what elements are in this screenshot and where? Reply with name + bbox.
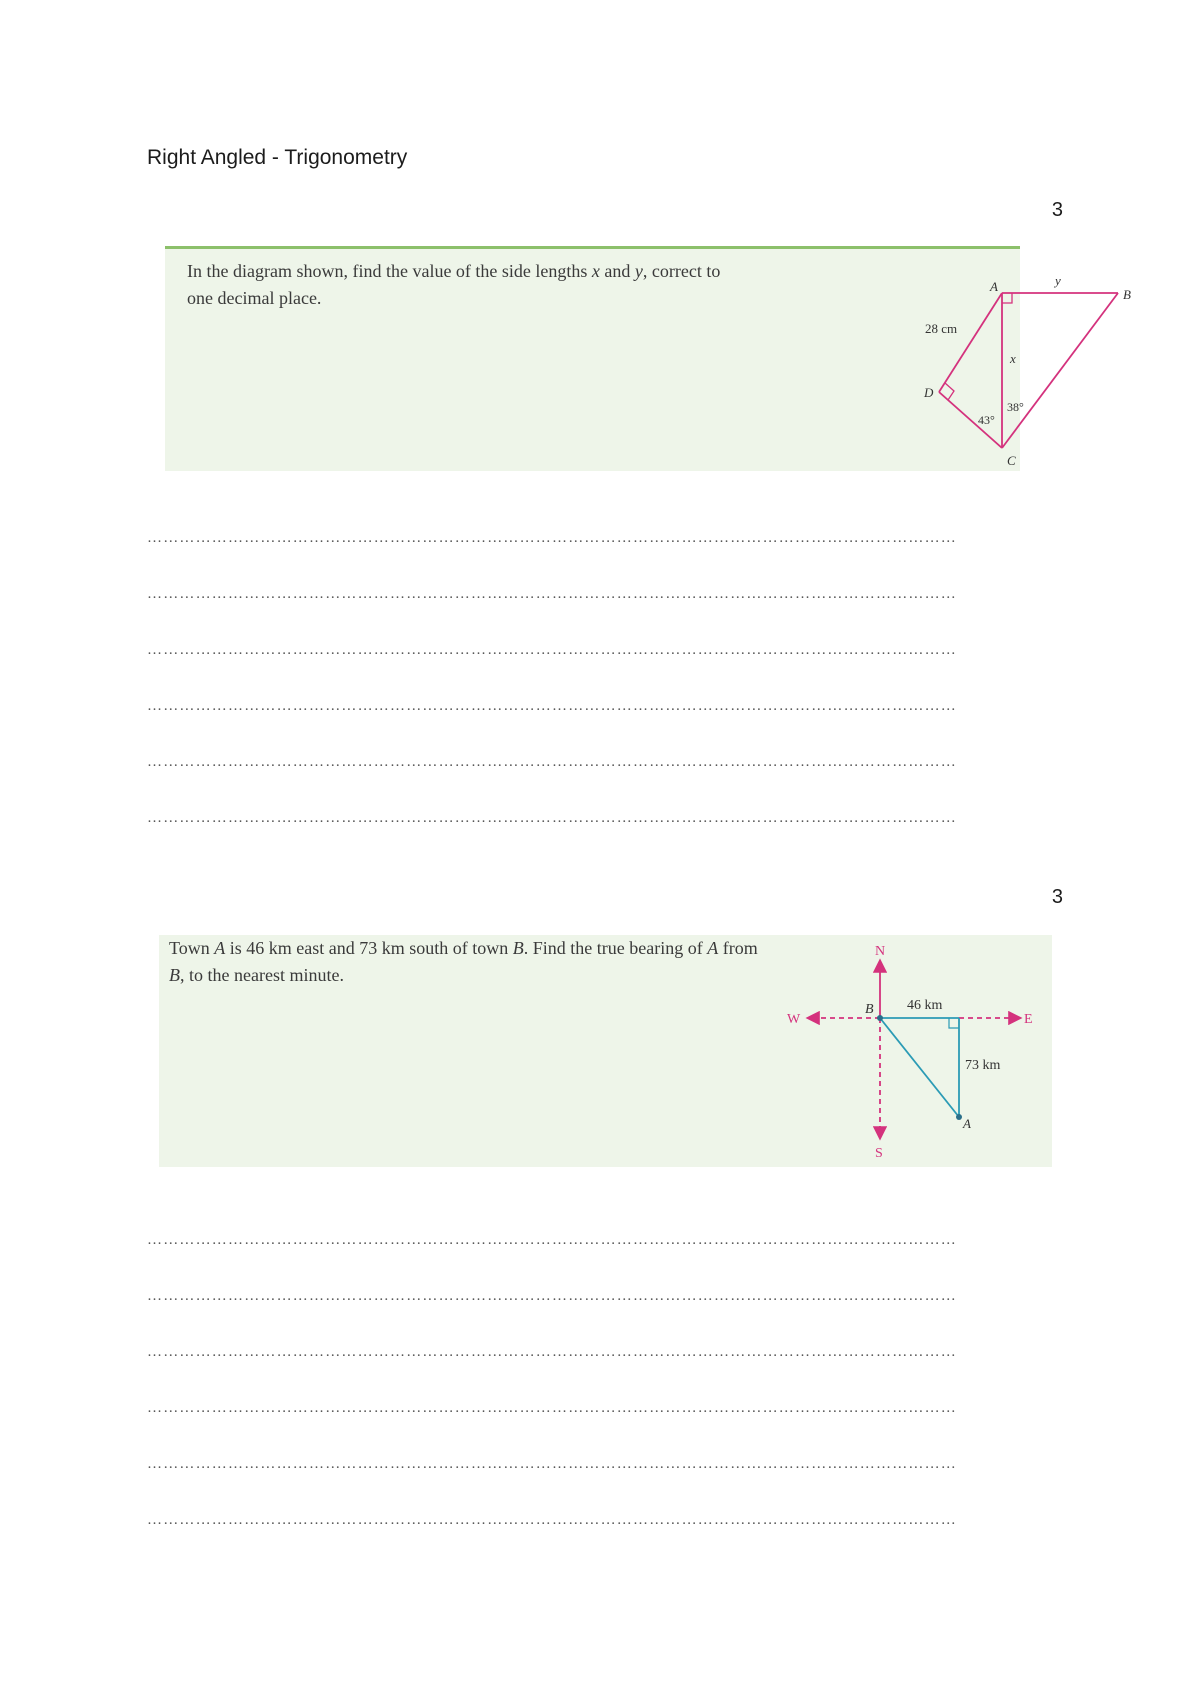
east-label: E <box>1024 1012 1033 1027</box>
angle-43-label: 43° <box>978 413 995 427</box>
point-b <box>877 1015 883 1021</box>
answer-line[interactable]: …………………………………………………………………………………………………………………………………… <box>147 642 957 658</box>
answer-line[interactable]: …………………………………………………………………………………………………………………………………… <box>147 530 957 546</box>
west-label: W <box>787 1012 801 1027</box>
point-b-label: B <box>865 1002 874 1017</box>
south-distance-label: 73 km <box>965 1058 1001 1073</box>
vertex-b-label: B <box>1123 287 1131 302</box>
vertex-c-label: C <box>1007 453 1016 468</box>
answer-line[interactable]: …………………………………………………………………………………………………………………………………… <box>147 1512 957 1528</box>
question-2-text: Town A is 46 km east and 73 km south of town B. Find the true bearing of A from B, to the nearest minute. <box>169 938 758 985</box>
answer-line[interactable]: …………………………………………………………………………………………………………………………………… <box>147 1232 957 1248</box>
answer-line[interactable]: …………………………………………………………………………………………………………………………………… <box>147 586 957 602</box>
question-2-diagram <box>779 935 1052 1167</box>
question-1-text: In the diagram shown, find the value of the side lengths x and y, correct to one decimal place. <box>187 261 721 308</box>
page-title: Right Angled - Trigonometry <box>147 146 408 169</box>
point-a-label: A <box>963 1116 971 1131</box>
answer-line[interactable]: …………………………………………………………………………………………………………………………………… <box>147 810 957 826</box>
vertex-d-label: D <box>924 385 934 400</box>
answer-line[interactable]: …………………………………………………………………………………………………………………………………… <box>147 1400 957 1416</box>
segment-bc <box>1002 293 1118 448</box>
question-2-marks: 3 <box>1051 886 1063 908</box>
answer-line[interactable]: …………………………………………………………………………………………………………………………………… <box>147 1288 957 1304</box>
answer-line[interactable]: …………………………………………………………………………………………………………………………………… <box>147 698 957 714</box>
answer-line[interactable]: …………………………………………………………………………………………………………………………………… <box>147 1344 957 1360</box>
side-ad-label: 28 cm <box>925 321 958 336</box>
question-1-marks: 3 <box>1051 199 1063 221</box>
point-a <box>956 1114 962 1120</box>
angle-38-label: 38° <box>1007 400 1024 414</box>
vertex-a-label: A <box>990 279 998 294</box>
answer-line[interactable]: …………………………………………………………………………………………………………………………………… <box>147 1456 957 1472</box>
north-label: N <box>875 944 886 959</box>
side-y-label: y <box>1055 273 1061 288</box>
segment-ad <box>939 293 1002 392</box>
right-angle-a <box>1002 293 1012 303</box>
segment-ba <box>880 1018 959 1117</box>
answer-line[interactable]: …………………………………………………………………………………………………………………………………… <box>147 754 957 770</box>
question-1-diagram <box>785 249 1131 471</box>
question-1-box <box>165 246 1131 471</box>
east-distance-label: 46 km <box>907 998 943 1013</box>
question-2-box <box>159 935 1052 1167</box>
side-x-label: x <box>1010 351 1016 366</box>
south-label: S <box>875 1146 883 1161</box>
right-angle-marker <box>949 1018 959 1028</box>
